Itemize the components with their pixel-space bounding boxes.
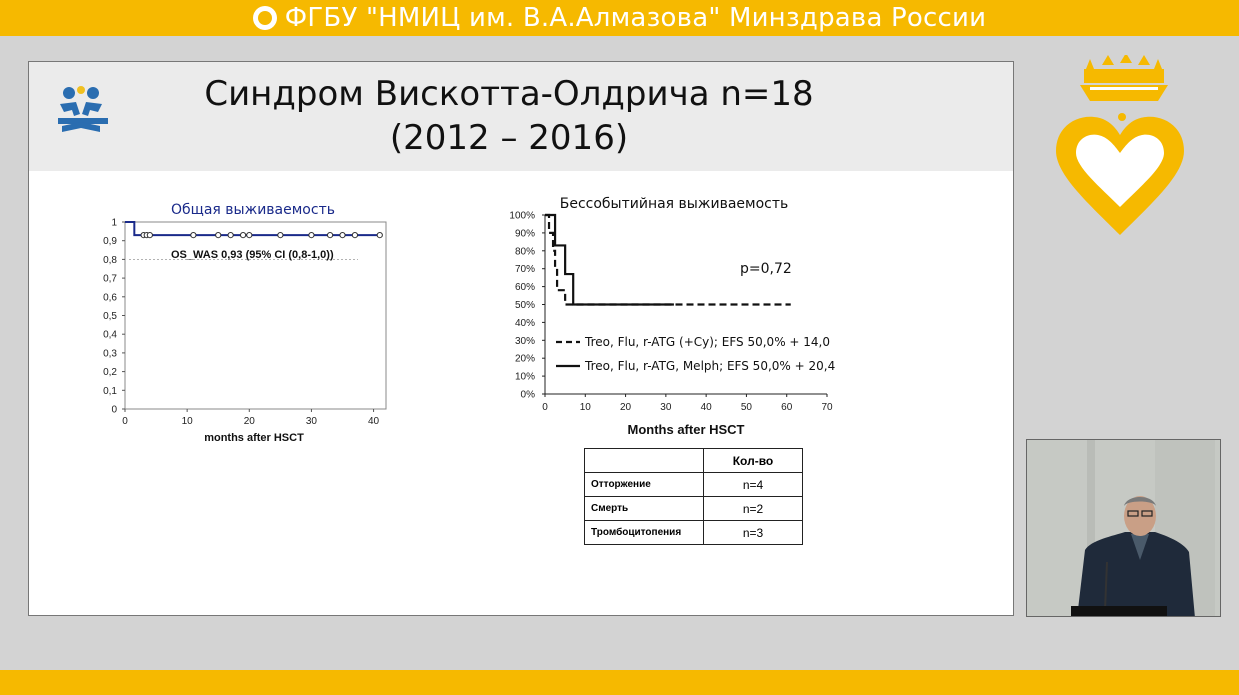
efs-x-tick-label: 60 [781, 402, 793, 413]
table-header-count: Кол-во [704, 449, 803, 473]
os-y-tick-label: 0,5 [103, 311, 117, 322]
os-x-tick-label: 10 [181, 416, 193, 427]
efs-x-tick-label: 50 [740, 402, 752, 413]
efs-x-tick-label: 70 [821, 402, 833, 413]
table-cell-value: n=3 [704, 521, 803, 545]
os-censor-mark [352, 232, 357, 237]
slide-title [179, 72, 839, 160]
efs-x-tick-label: 20 [620, 402, 632, 413]
legend-label-dashed: Treo, Flu, r-ATG (+Cy); EFS 50,0% + 14,0 [585, 335, 830, 349]
efs-xlabel: Months after HSCT [627, 422, 745, 437]
efs-y-tick-label: 50% [514, 300, 535, 311]
efs-p-value: p=0,72 [740, 261, 792, 277]
os-censor-mark [340, 232, 345, 237]
efs-y-tick-label: 100% [509, 210, 535, 222]
os-x-tick-label: 0 [122, 416, 128, 427]
legend-label-solid: Treo, Flu, r-ATG, Melph; EFS 50,0% + 20,4 [585, 359, 836, 373]
os-y-tick-label: 1 [111, 217, 117, 229]
efs-y-tick-label: 80% [514, 246, 535, 258]
table-cell-value: n=2 [704, 497, 803, 521]
os-x-tick-label: 30 [305, 416, 317, 427]
os-censor-mark [327, 232, 332, 237]
os-censor-mark [228, 232, 233, 237]
os-y-tick-label: 0,1 [103, 385, 117, 397]
os-x-tick-label: 40 [368, 416, 380, 427]
table-row [585, 473, 803, 497]
os-y-tick-label: 0,7 [103, 273, 117, 285]
header-title: ФГБУ "НМИЦ им. В.А.Алмазова" Минздрава России [284, 3, 987, 33]
efs-y-tick-label: 90% [514, 228, 535, 240]
event-free-survival-chart [500, 190, 860, 440]
os-chart-title: Общая выживаемость [171, 202, 335, 218]
os-y-tick-label: 0,4 [103, 329, 117, 341]
table-row [585, 521, 803, 545]
overall-survival-chart [90, 195, 400, 455]
efs-y-tick-label: 20% [514, 353, 535, 365]
table-cell-label: Смерть [585, 497, 704, 521]
efs-y-tick-label: 30% [514, 335, 535, 347]
os-censor-mark [278, 232, 283, 237]
efs-y-tick-label: 40% [514, 317, 535, 329]
children-reading-logo-icon [54, 84, 112, 136]
table-cell-value: n=4 [704, 473, 803, 497]
table-row [585, 497, 803, 521]
os-censor-mark [240, 232, 245, 237]
almazov-logo-icon [253, 6, 277, 30]
efs-y-tick-label: 60% [514, 282, 535, 294]
os-censor-mark [309, 232, 314, 237]
slide-title-line1: Синдром Вискотта-Олдрича n=18 [204, 74, 814, 114]
os-annotation: OS_WAS 0,93 (95% CI (0,8-1,0)) [171, 249, 334, 261]
os-y-tick-label: 0,8 [103, 254, 117, 266]
efs-x-tick-label: 40 [700, 402, 712, 413]
speaker-figure [1027, 440, 1221, 617]
os-x-tick-label: 20 [243, 416, 255, 427]
footer-bar [0, 670, 1239, 695]
os-censor-mark [377, 232, 382, 237]
table-header-empty [585, 449, 704, 473]
speaker-video [1026, 439, 1221, 617]
efs-line-dashed [545, 215, 791, 305]
efs-plot-area [509, 210, 836, 414]
os-y-tick-label: 0,6 [103, 292, 117, 304]
header-banner [0, 0, 1239, 36]
os-censor-mark [191, 232, 196, 237]
os-censor-mark [147, 232, 152, 237]
os-y-tick-label: 0,9 [103, 236, 117, 248]
os-censor-mark [247, 232, 252, 237]
efs-y-tick-label: 70% [514, 264, 535, 276]
slide-title-line2: (2012 – 2016) [389, 118, 629, 158]
efs-legend [556, 335, 835, 373]
efs-y-tick-label: 10% [514, 371, 535, 383]
os-censor-mark [216, 232, 221, 237]
table-cell-label: Отторжение [585, 473, 704, 497]
efs-x-tick-label: 10 [579, 402, 591, 413]
os-y-tick-label: 0 [111, 404, 117, 416]
outcomes-table [584, 448, 803, 545]
os-y-tick-label: 0,2 [103, 367, 117, 379]
efs-x-tick-label: 30 [660, 402, 672, 413]
os-xlabel: months after HSCT [204, 432, 304, 444]
efs-chart-title: Бессобытийная выживаемость [559, 196, 789, 212]
efs-x-tick-label: 0 [542, 402, 548, 413]
heart-ship-logo-icon [1050, 55, 1190, 240]
table-cell-label: Тромбоцитопения [585, 521, 704, 545]
table-header-row [585, 449, 803, 473]
efs-y-tick-label: 0% [520, 389, 535, 401]
os-y-tick-label: 0,3 [103, 348, 117, 360]
